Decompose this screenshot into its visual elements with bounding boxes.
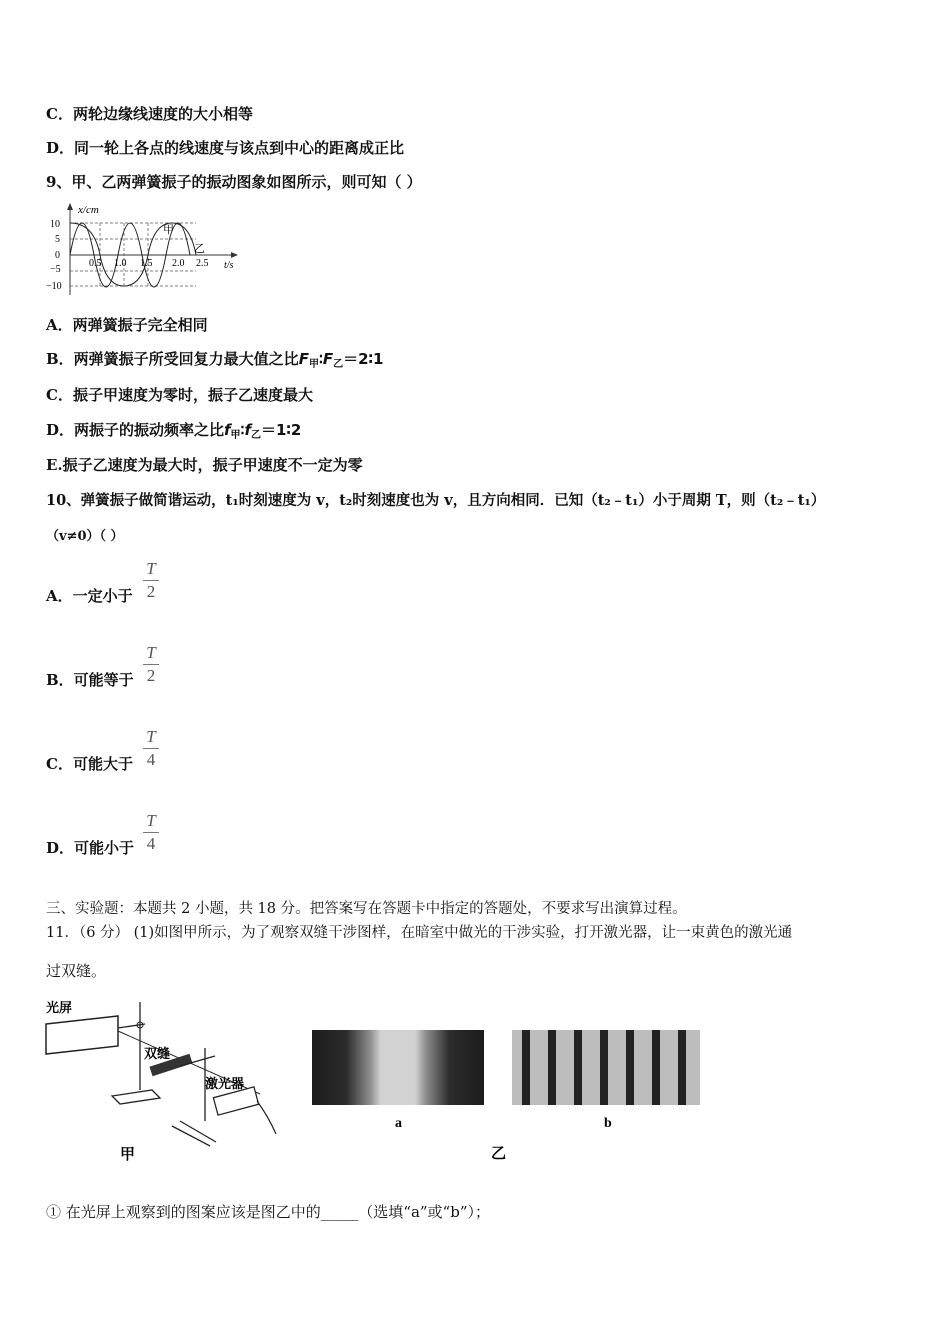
q10-option-c: C．可能大于 [46, 755, 133, 773]
q8-option-d: D．同一轮上各点的线速度与该点到中心的距离成正比 [46, 139, 405, 157]
q10-option-b: B．可能等于 [46, 671, 134, 689]
y-tick-label: 0 [55, 250, 60, 261]
y-axis-label: x/cm [78, 204, 99, 216]
q8-option-c: C．两轮边缘线速度的大小相等 [46, 105, 253, 123]
q11-subquestion-1: ① 在光屏上观察到的图案应该是图乙中的_____（选填“a”或“b”）； [46, 1203, 490, 1221]
fraction-denominator: 2 [146, 666, 156, 685]
y-tick-label: −10 [46, 281, 62, 292]
q9-stem: 9、甲、乙两弹簧振子的振动图象如图所示，则可知（ ） [46, 173, 422, 191]
fraction-denominator: 2 [146, 582, 156, 601]
q9-option-d [46, 419, 301, 441]
x-tick-label: 1.5 [140, 258, 153, 269]
q10-stem-line1: 10、弹簧振子做简谐运动，t₁时刻速度为 v，t₂时刻速度也为 v，且方向相同．已知（t₂﹣t₁）小于周期 T，则（t₂﹣t₁） [46, 492, 826, 509]
frequency-symbol: f [224, 421, 231, 439]
ratio-value: ＝1∶2 [260, 421, 302, 439]
q9-vibration-graph [46, 200, 246, 300]
q9-option-e: E.振子乙速度为最大时，振子甲速度不一定为零 [46, 456, 363, 474]
q10-option-d: D．可能小于 [46, 839, 135, 857]
y-tick-label: 10 [50, 219, 60, 230]
pattern-a-label: a [395, 1116, 402, 1131]
force-symbol: F [298, 350, 309, 368]
stand-base [112, 1090, 160, 1104]
subscript: 甲 [308, 359, 319, 370]
option-text: B．两弹簧振子所受回复力最大值之比 [46, 350, 299, 368]
q11-stem-line1: 11．（6 分） (1)如图甲所示，为了观察双缝干涉图样，在暗室中做光的干涉实验，打开激光器，让一束黄色的激光通 [46, 925, 793, 941]
curve-label-jia: 甲 [163, 224, 174, 236]
section3-heading: 三、实验题：本题共 2 小题，共 18 分。把答案写在答题卡中指定的答题处，不要求写出演算过程。 [46, 901, 687, 917]
colon: ∶ [318, 350, 323, 368]
x-tick-label: 0.5 [89, 258, 102, 269]
fraction-denominator: 4 [146, 750, 156, 769]
x-tick-label: 1.0 [114, 258, 127, 269]
fraction-numerator: T [146, 811, 156, 830]
subscript: 乙 [250, 430, 261, 441]
subscript: 乙 [333, 359, 344, 370]
light-screen [46, 1016, 118, 1054]
fraction-t-over-4 [143, 812, 159, 853]
y-tick-label: 5 [55, 234, 60, 245]
figure-caption-jia: 甲 [120, 1147, 136, 1163]
ratio-value: ＝2∶1 [343, 350, 384, 368]
y-tick-label: −5 [50, 264, 61, 275]
pattern-b-label: b [604, 1116, 612, 1131]
option-text: D．两振子的振动频率之比 [46, 421, 225, 439]
fraction-t-over-2 [143, 560, 159, 601]
pattern-b [512, 1030, 700, 1105]
fraction-numerator: T [146, 727, 156, 746]
q9-option-c: C．振子甲速度为零时，振子乙速度最大 [46, 386, 313, 404]
fraction-t-over-2 [143, 644, 159, 685]
laser-box [213, 1087, 258, 1115]
apparatus-figure [40, 996, 285, 1168]
curve-label-yi: 乙 [194, 243, 205, 255]
laser-label: 激光器 [205, 1076, 245, 1091]
subscript: 甲 [230, 430, 241, 441]
x-tick-label: 2.0 [172, 258, 185, 269]
q11-stem-line2: 过双缝。 [46, 962, 107, 980]
figure-caption-yi: 乙 [491, 1146, 507, 1162]
stand-base [172, 1126, 210, 1146]
screen-label: 光屏 [46, 1000, 73, 1015]
frequency-symbol: f [244, 421, 251, 439]
x-axis-arrow [231, 252, 238, 258]
q9-option-a: A．两弹簧振子完全相同 [46, 316, 208, 334]
force-symbol: F [322, 350, 334, 368]
fraction-denominator: 4 [146, 834, 156, 853]
q10-stem-line2: （v≠0）（ ） [46, 529, 124, 544]
x-tick-label: 2.5 [196, 258, 209, 269]
q10-option-a: A．一定小于 [46, 587, 133, 605]
colon: ∶ [240, 421, 245, 439]
fraction-t-over-4 [143, 728, 159, 769]
q9-option-b [46, 348, 383, 370]
x-axis-label: t/s [224, 260, 234, 271]
fraction-numerator: T [146, 559, 156, 578]
pattern-a [312, 1030, 484, 1105]
stand-base [180, 1121, 216, 1142]
laser-cable [257, 1101, 276, 1134]
slit-label: 双缝 [144, 1046, 171, 1061]
fraction-numerator: T [146, 643, 156, 662]
fringe-patterns-figure [305, 1022, 705, 1162]
y-axis-arrow [67, 203, 73, 210]
